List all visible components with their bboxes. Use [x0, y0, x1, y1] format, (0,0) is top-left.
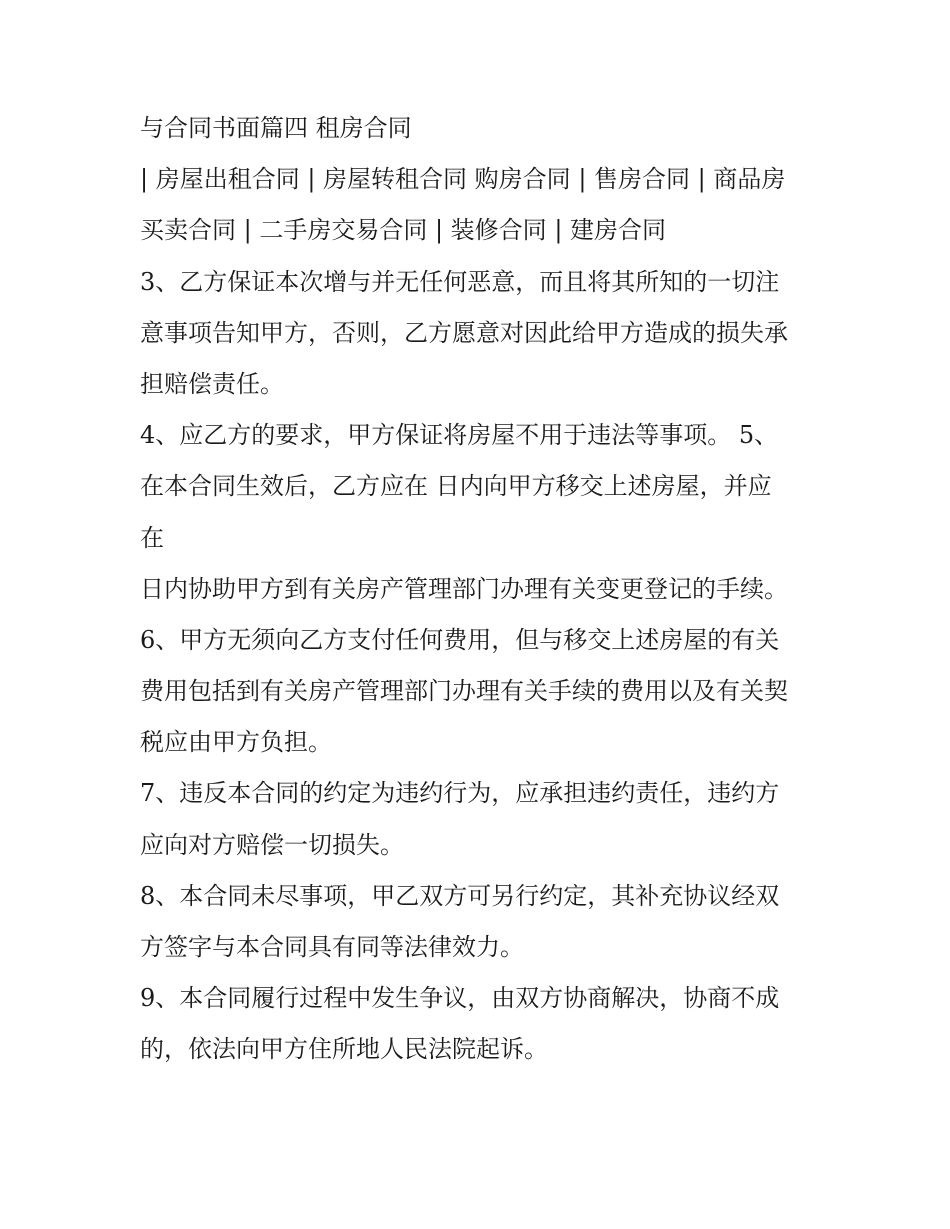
clause-6-line: 费用包括到有关房产管理部门办理有关手续的费用以及有关契 — [140, 677, 788, 706]
clause-3-line: 担赔偿责任。 — [140, 369, 284, 398]
contract-links-line: | 房屋出租合同 | 房屋转租合同 购房合同 | 售房合同 | 商品房 — [140, 165, 786, 194]
clause-3-line: 3、乙方保证本次增与并无任何恶意，而且将其所知的一切注 — [140, 267, 780, 296]
clause-6-line: 6、甲方无须向乙方支付任何费用，但与移交上述房屋的有关 — [140, 625, 780, 654]
clause-5-line: 在 — [140, 523, 164, 552]
clause-8-line: 8、本合同未尽事项，甲乙双方可另行约定，其补充协议经双 — [140, 881, 780, 910]
clause-7-line: 7、违反本合同的约定为违约行为，应承担违约责任，违约方 — [140, 779, 780, 808]
clause-9-line: 的，依法向甲方住所地人民法院起诉。 — [140, 1035, 548, 1064]
heading-line: 与合同书面篇四 租房合同 — [140, 114, 412, 142]
clause-3-line: 意事项告知甲方，否则，乙方愿意对因此给甲方造成的损失承 — [140, 318, 788, 347]
clause-4-5-line: 4、应乙方的要求，甲方保证将房屋不用于违法等事项。 5、 — [140, 421, 779, 450]
document-body — [140, 103, 830, 1076]
clause-8-line: 方签字与本合同具有同等法律效力。 — [140, 933, 524, 961]
clause-7-line: 应向对方赔偿一切损失。 — [140, 830, 404, 859]
contract-links-line: 买卖合同 | 二手房交易合同 | 装修合同 | 建房合同 — [140, 216, 667, 245]
clause-9-line: 9、本合同履行过程中发生争议，由双方协商解决，协商不成 — [140, 984, 780, 1013]
clause-5-line: 日内协助甲方到有关房产管理部门办理有关变更登记的手续。 — [140, 574, 788, 603]
clause-6-line: 税应由甲方负担。 — [140, 728, 332, 757]
clause-5-line: 在本合同生效后，乙方应在 日内向甲方移交上述房屋，并应 — [140, 472, 772, 501]
